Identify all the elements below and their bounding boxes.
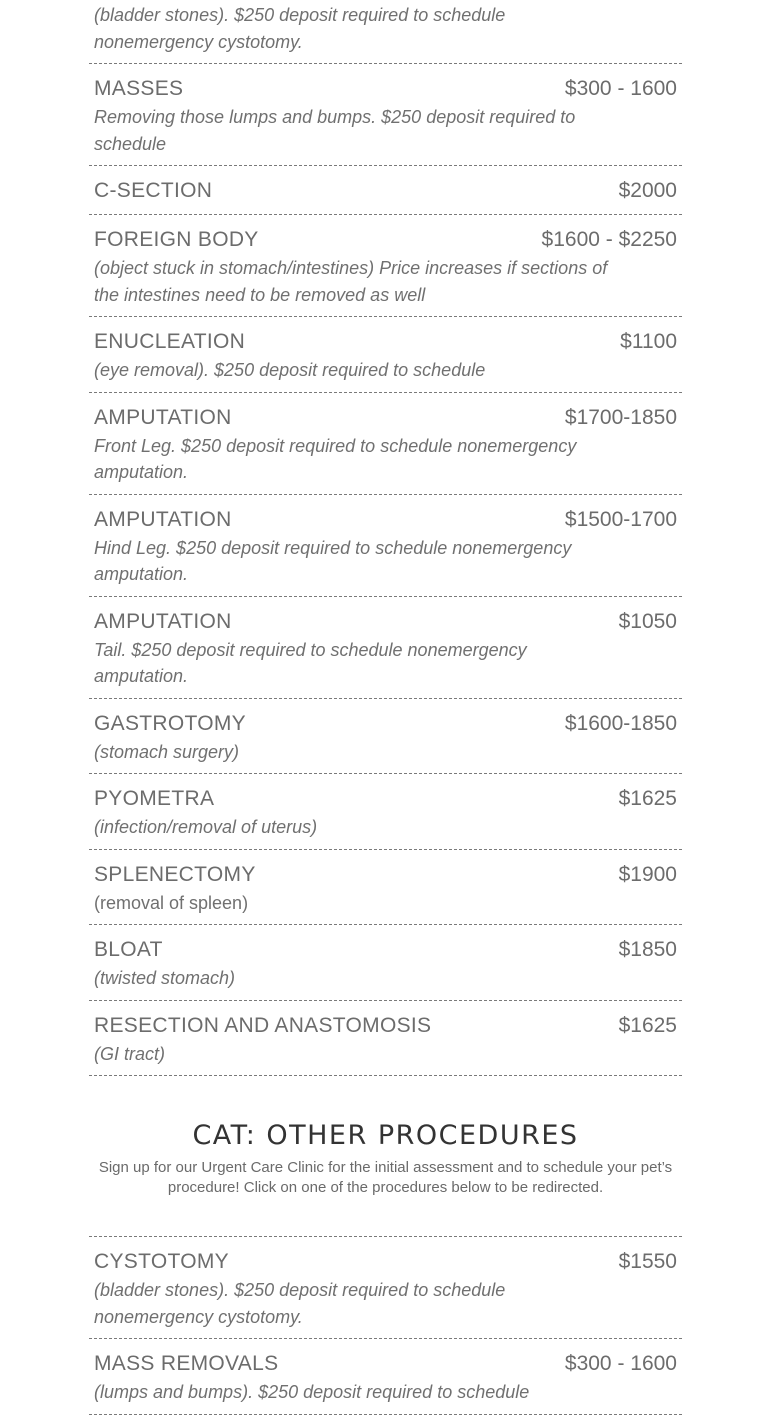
procedure-price: $1700-1850 bbox=[564, 405, 677, 429]
procedure-item[interactable] bbox=[89, 925, 682, 1001]
procedure-name[interactable]: MASSES bbox=[94, 77, 184, 100]
procedure-price: $1900 bbox=[618, 862, 677, 886]
procedure-price: $1500-1700 bbox=[564, 507, 677, 531]
procedure-description: (object stuck in stomach/intestines) Price increases if sections of the intestines need to be removed as well bbox=[94, 258, 608, 305]
procedure-header bbox=[94, 935, 677, 965]
procedure-header bbox=[94, 225, 677, 255]
procedure-description: Hind Leg. $250 deposit required to schedule nonemergency amputation. bbox=[94, 537, 572, 584]
procedure-description: Front Leg. $250 deposit required to schedule nonemergency amputation. bbox=[94, 435, 577, 482]
procedure-description: (twisted stomach) bbox=[94, 968, 236, 988]
procedure-price: $300 - 1600 bbox=[564, 77, 677, 100]
procedure-name[interactable]: SPLENECTOMY bbox=[94, 862, 256, 886]
procedure-header bbox=[94, 1011, 677, 1041]
procedure-item[interactable] bbox=[89, 495, 682, 597]
procedure-name[interactable]: CYSTOTOMY bbox=[94, 1250, 229, 1273]
section-subtitle: Sign up for our Urgent Care Clinic for the initial assessment and to schedule your pet’s procedure! Click on one of the procedures below to be redirected. bbox=[98, 1159, 673, 1196]
procedure-price: $1600 - $2250 bbox=[541, 228, 677, 251]
procedure-item[interactable] bbox=[89, 850, 682, 926]
procedure-name[interactable]: AMPUTATION bbox=[94, 609, 232, 633]
procedure-description: (infection/removal of uterus) bbox=[94, 817, 318, 837]
procedure-description: Removing those lumps and bumps. $250 deposit required to schedule bbox=[94, 107, 576, 154]
procedure-name[interactable]: FOREIGN BODY bbox=[94, 228, 259, 251]
procedure-price: $1850 bbox=[618, 938, 677, 961]
procedure-header bbox=[94, 505, 677, 535]
procedure-item[interactable] bbox=[89, 393, 682, 495]
procedure-item[interactable] bbox=[89, 597, 682, 699]
procedure-header bbox=[94, 1247, 677, 1277]
cat-procedures-list bbox=[89, 1237, 682, 1415]
procedure-price: $1050 bbox=[618, 609, 677, 633]
procedure-header bbox=[94, 784, 677, 814]
procedure-item[interactable] bbox=[89, 774, 682, 850]
procedure-item[interactable] bbox=[89, 1237, 682, 1339]
procedure-name[interactable]: GASTROTOMY bbox=[94, 711, 246, 735]
procedure-name[interactable]: AMPUTATION bbox=[94, 507, 232, 531]
procedure-price: $2000 bbox=[618, 179, 677, 202]
procedure-header bbox=[94, 327, 677, 357]
procedure-price: $1100 bbox=[620, 330, 677, 353]
procedure-name[interactable]: BLOAT bbox=[94, 938, 163, 961]
procedure-name[interactable]: RESECTION AND ANASTOMOSIS bbox=[94, 1013, 432, 1037]
procedure-header bbox=[94, 176, 677, 206]
procedure-description: (GI tract) bbox=[94, 1043, 165, 1064]
procedure-item[interactable] bbox=[89, 0, 682, 64]
procedure-header bbox=[94, 860, 677, 890]
procedure-description: Tail. $250 deposit required to schedule nonemergency amputation. bbox=[94, 639, 527, 686]
procedure-price: $1625 bbox=[618, 787, 677, 810]
procedure-description: (removal of spleen) bbox=[94, 892, 249, 913]
procedure-price: $1625 bbox=[618, 1013, 677, 1037]
procedure-name[interactable]: ENUCLEATION bbox=[94, 330, 246, 353]
procedure-price: $1550 bbox=[618, 1250, 677, 1273]
procedure-price-list bbox=[89, 0, 682, 1415]
procedure-description: (bladder stones). $250 deposit required to schedule nonemergency cystotomy. bbox=[94, 5, 506, 52]
procedure-item[interactable] bbox=[89, 317, 682, 393]
procedure-name[interactable]: PYOMETRA bbox=[94, 787, 215, 810]
procedure-description: (eye removal). $250 deposit required to schedule bbox=[94, 360, 486, 380]
procedure-item[interactable] bbox=[89, 166, 682, 215]
procedure-item[interactable] bbox=[89, 1001, 682, 1077]
procedure-name[interactable]: AMPUTATION bbox=[94, 405, 232, 429]
procedure-header bbox=[94, 1349, 677, 1379]
procedure-name[interactable]: C-SECTION bbox=[94, 179, 213, 202]
procedure-item[interactable] bbox=[89, 64, 682, 166]
dog-procedures-list bbox=[89, 0, 682, 1076]
procedure-name[interactable]: MASS REMOVALS bbox=[94, 1352, 279, 1375]
section-title: CAT: OTHER PROCEDURES bbox=[192, 1120, 579, 1151]
procedure-header bbox=[94, 403, 677, 433]
procedure-header bbox=[94, 74, 677, 104]
procedure-item[interactable] bbox=[89, 699, 682, 775]
procedure-price: $300 - 1600 bbox=[564, 1352, 677, 1375]
procedure-item[interactable] bbox=[89, 1339, 682, 1415]
procedure-description: (bladder stones). $250 deposit required to schedule nonemergency cystotomy. bbox=[94, 1280, 506, 1327]
procedure-header bbox=[94, 709, 677, 739]
cat-other-procedures-section bbox=[89, 1120, 682, 1198]
procedure-price: $1600-1850 bbox=[564, 711, 677, 735]
procedure-header bbox=[94, 607, 677, 637]
procedure-description: (lumps and bumps). $250 deposit required to schedule bbox=[94, 1382, 530, 1402]
procedure-description: (stomach surgery) bbox=[94, 741, 240, 762]
procedure-item[interactable] bbox=[89, 215, 682, 317]
